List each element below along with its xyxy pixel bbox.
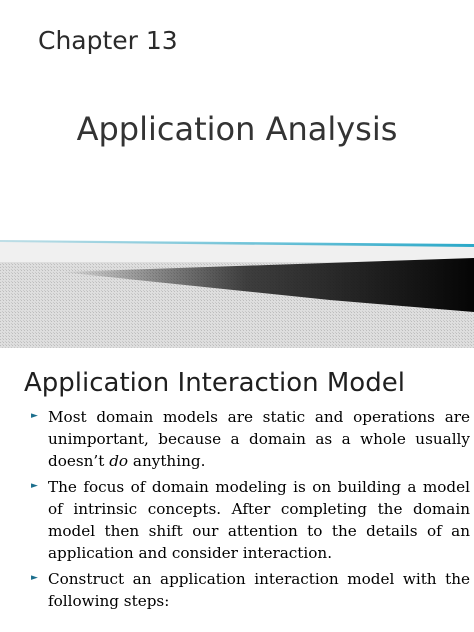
slide-title: Application Analysis <box>76 110 398 148</box>
content-slide <box>0 348 474 632</box>
bullet-arrow-icon: ► <box>31 573 38 583</box>
content-title: Application Interaction Model <box>24 368 405 398</box>
bullet-text: Most domain models are static and operations are unimportant, because a domain as a whole usually doesn’t <box>48 408 470 470</box>
bullet-arrow-icon: ► <box>31 481 38 491</box>
bullet-text-end: anything. <box>128 452 206 470</box>
bullet-item <box>30 568 470 612</box>
bullet-arrow-icon: ► <box>31 411 38 421</box>
bullet-emphasis: do <box>109 452 129 470</box>
bullet-text: The focus of domain modeling is on building a model of intrinsic concepts. After completing the domain model then shift our attention to the details of an application and consider interaction. <box>48 478 470 562</box>
bullet-text: Construct an application interaction model with the following steps: <box>48 570 470 610</box>
bullet-item <box>30 476 470 564</box>
bullet-list <box>30 406 470 616</box>
chapter-label: Chapter 13 <box>38 26 178 55</box>
bullet-item <box>30 406 470 472</box>
